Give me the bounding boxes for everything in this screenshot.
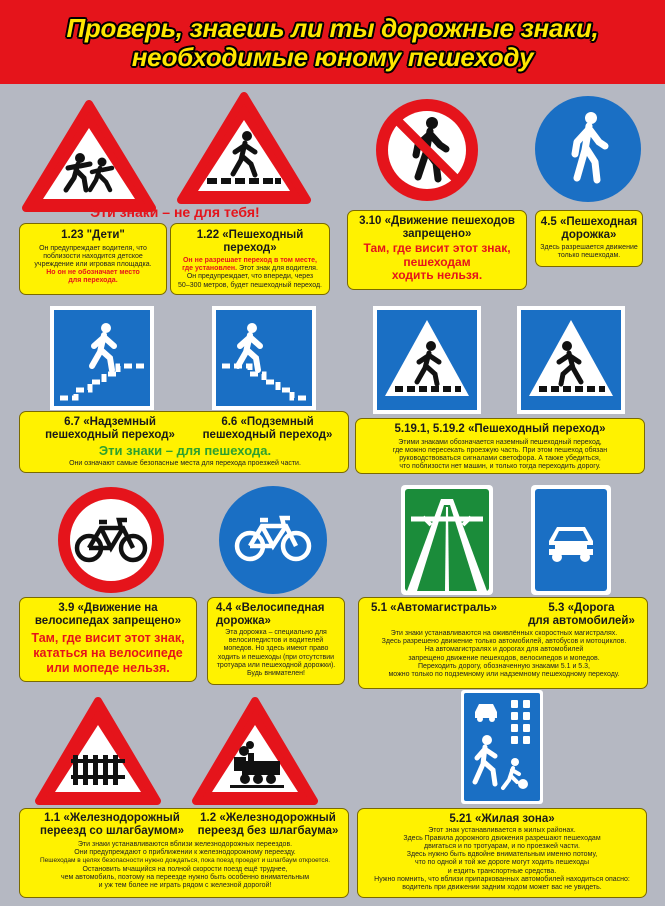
for-pedestrians-banner: Эти знаки – для пешехода. bbox=[98, 443, 272, 458]
bicycle-path-title-1: 4.4 «Велосипедная bbox=[216, 602, 325, 614]
car-road-sign-icon bbox=[531, 485, 611, 595]
living-zone-title: 5.21 «Жилая зона» bbox=[449, 813, 555, 825]
crossing-warning-red-2: где установлен. bbox=[182, 265, 238, 273]
motorway-text-6: можно только по подземному или надземному пешеходному переходу. bbox=[388, 671, 620, 679]
car-road-title bbox=[519, 602, 644, 627]
no-pedestrians-warning-2: пешеходам bbox=[403, 254, 471, 269]
footpath-text-2: только пешеходам. bbox=[557, 252, 621, 260]
pedestrian-crossing-text-1: Этими знаками обозначается наземный пешеходный переход, bbox=[398, 438, 602, 446]
pedestrian-crossing-title: 5.19.1, 5.19.2 «Пешеходный переход» bbox=[394, 423, 606, 435]
no-bicycles-warning-2: кататься на велосипеде bbox=[33, 646, 183, 660]
children-sign-text-2: поблизости находится детское bbox=[43, 252, 143, 260]
crossing-warning-title-1: 1.22 «Пешеходный bbox=[196, 229, 304, 241]
children-sign-card bbox=[19, 223, 167, 295]
no-pedestrians-warning-3: ходить нельзя. bbox=[391, 268, 483, 282]
pedestrian-passages-card bbox=[19, 411, 349, 473]
bicycle-path-text-3: мопедов. Но здесь имеют право bbox=[223, 645, 329, 653]
railway-no-barrier-title-1: 1.2 «Железнодорожный bbox=[200, 812, 336, 824]
no-bicycles-title-1: 3.9 «Движение на bbox=[58, 602, 158, 614]
no-pedestrians-sign-icon bbox=[372, 95, 482, 205]
railway-text-1: Эти знаки устанавливаются вблизи железнодорожных переездов. bbox=[77, 841, 293, 848]
motorway-sign-icon bbox=[401, 485, 493, 595]
crossing-warning-driver-note: Этот знак для водителя. bbox=[237, 265, 318, 273]
motorway-text-1: Эти знаки устанавливаются на оживлённых скоростных магистралях. bbox=[390, 630, 618, 637]
motorway-text-5: Переходить дорогу, обозначенную знаками 5.1 и 5.3, bbox=[418, 662, 590, 670]
footpath-sign-icon bbox=[533, 94, 643, 204]
railway-text-5: чем автомобиль, поэтому на переезде нужно быть особенно внимательным bbox=[60, 873, 310, 881]
crossing-warning-red-1: Он не разрешает переход в том месте, bbox=[182, 257, 317, 264]
title-line-2: необходимые юному пешеходу bbox=[131, 42, 534, 72]
motorway-title: 5.1 «Автомагистраль» bbox=[371, 602, 497, 614]
footpath-text-1: Здесь разрешается движение bbox=[540, 244, 638, 251]
overpass-title bbox=[30, 416, 190, 441]
children-warning-sign-icon bbox=[20, 98, 158, 214]
railway-text bbox=[20, 841, 349, 890]
underpass-title bbox=[190, 416, 345, 441]
page-title bbox=[0, 14, 665, 72]
living-zone-text-4: Здесь нужно быть вдвойне внимательным именно потому, bbox=[406, 851, 598, 859]
railway-barrier-title-2: переезд со шлагбаумом» bbox=[40, 824, 184, 837]
overpass-title-2: пешеходный переход» bbox=[45, 428, 175, 441]
no-pedestrians-title-1: 3.10 «Движение пешеходов bbox=[359, 215, 515, 227]
children-sign-warning-1: Но он не обозначает место bbox=[46, 269, 140, 277]
pedestrian-crossing-text-4: что поблизости нет машин, и только тогда переходить дорогу. bbox=[399, 463, 601, 471]
pedestrian-crossing-text-2: где можно пересекать проезжую часть. При этом пешеход обязан bbox=[392, 446, 608, 454]
motorway-text-2: Здесь разрешено движение только автомобилей, автобусов и мотоциклов. bbox=[381, 638, 627, 646]
underpass-title-1: 6.6 «Подземный bbox=[221, 416, 314, 428]
railway-text-6: и уж тем более не играть рядом с железной дорогой! bbox=[98, 882, 272, 890]
underpass-sign-icon bbox=[212, 306, 316, 410]
children-sign-text-1: Он предупреждает водителя, что bbox=[39, 244, 147, 252]
railway-text-2: Они предупреждают о приближении к железнодорожному переезду. bbox=[74, 849, 296, 857]
railway-no-barrier-title bbox=[188, 812, 348, 837]
crossing-warning-text-2: 50–300 метров, будет пешеходный переход. bbox=[178, 281, 322, 289]
railway-barrier-title bbox=[32, 812, 192, 837]
footpath-card bbox=[535, 210, 643, 267]
no-bicycles-card bbox=[19, 597, 197, 682]
car-road-title-2: для автомобилей» bbox=[528, 614, 635, 627]
pedestrian-crossing-sign-left-icon bbox=[373, 306, 481, 414]
railway-text-4: Остановить мчащийся на полной скорости поезд ещё труднее, bbox=[82, 865, 288, 873]
footpath-title-2: дорожка» bbox=[561, 228, 617, 241]
railway-no-barrier-title-2: переезд без шлагбаума» bbox=[197, 824, 339, 837]
railway-crossing-card bbox=[19, 808, 349, 898]
railway-barrier-title-1: 1.1 «Железнодорожный bbox=[44, 812, 180, 824]
car-road-title-1: 5.3 «Дорога bbox=[548, 602, 615, 614]
safe-places-text: Они означают самые безопасные места для перехода проезжей части. bbox=[69, 460, 301, 467]
footpath-title-1: 4.5 «Пешеходная bbox=[540, 216, 638, 228]
bicycle-path-text-2: велосипедистов и водителей bbox=[228, 637, 324, 645]
bicycle-path-text-1: Эта дорожка – специально для bbox=[225, 629, 327, 636]
no-bicycles-sign-icon bbox=[55, 484, 167, 596]
bicycle-path-text-6: Будь внимателен! bbox=[246, 670, 305, 678]
railway-crossing-no-barrier-sign-icon bbox=[190, 695, 320, 807]
no-pedestrians-warning-1: Там, где висит этот знак, bbox=[363, 241, 511, 255]
pedestrian-crossing-warning-sign-icon bbox=[175, 90, 313, 206]
not-for-you-banner: Эти знаки – не для тебя! bbox=[90, 204, 260, 220]
overpass-sign-icon bbox=[50, 306, 154, 410]
no-bicycles-title-2: велосипедах запрещено» bbox=[34, 614, 182, 627]
living-zone-text-5: что по одной и той же дороге могут ходить пешеходы bbox=[414, 859, 590, 867]
living-zone-text-8: водитель при движении задним ходом может вас не увидеть. bbox=[402, 883, 602, 891]
bicycle-path-sign-icon bbox=[217, 484, 329, 596]
no-pedestrians-title-2: запрещено» bbox=[402, 227, 472, 240]
crossing-warning-title-2: переход» bbox=[223, 241, 277, 254]
living-zone-card bbox=[357, 808, 647, 898]
no-pedestrians-card bbox=[347, 210, 527, 290]
motorway-text-3: На автомагистралях и дорогах для автомобилей bbox=[424, 646, 584, 654]
pedestrian-crossing-text-3: руководствоваться сигналами светофора. А также убедиться, bbox=[399, 454, 601, 462]
pedestrian-crossing-sign-right-icon bbox=[517, 306, 625, 414]
no-bicycles-warning-3: или мопеде нельзя. bbox=[46, 661, 170, 675]
children-sign-text-3: учреждение или игровая площадка. bbox=[34, 260, 152, 268]
motorway-text-4: запрещено движение пешеходов, велосипедов и мопедов. bbox=[408, 654, 600, 662]
motorway-text bbox=[359, 630, 648, 679]
living-zone-text-7: Нужно помнить, что вблизи припаркованных автомобилей находиться опасно: bbox=[374, 875, 630, 883]
pedestrian-crossing-card bbox=[355, 418, 645, 474]
motorway-card bbox=[358, 597, 648, 689]
living-zone-text-6: и ездить транспортные средства. bbox=[447, 867, 557, 875]
living-zone-text-2: Здесь Правила дорожного движения разрешают пешеходам bbox=[403, 834, 601, 842]
title-line-1: Проверь, знаешь ли ты дорожные знаки, bbox=[66, 13, 599, 43]
overpass-title-1: 6.7 «Надземный bbox=[64, 416, 156, 428]
railway-text-3: Пешеходам в целях безопасности нужно дождаться, пока поезд проедет и шлагбаум откроется. bbox=[39, 857, 331, 865]
railway-crossing-barrier-sign-icon bbox=[33, 695, 163, 807]
children-sign-warning-2: для перехода. bbox=[68, 277, 118, 285]
bicycle-path-title-2: дорожка» bbox=[216, 614, 271, 627]
living-zone-text-1: Этот знак устанавливается в жилых районах. bbox=[428, 826, 576, 834]
no-bicycles-warning-1: Там, где висит этот знак, bbox=[31, 631, 185, 645]
crossing-warning-text-1: Он предупреждает, что впереди, через bbox=[186, 273, 314, 281]
children-sign-title: 1.23 "Дети" bbox=[61, 229, 125, 241]
living-zone-text-3: двигаться и по тротуарам, и по проезжей части. bbox=[424, 842, 580, 850]
bicycle-path-text-4: ходить и пешеходы (при отсутствии bbox=[217, 653, 335, 661]
living-zone-sign-icon bbox=[461, 690, 543, 804]
underpass-title-2: пешеходный переход» bbox=[202, 428, 333, 441]
bicycle-path-text-5: тротуара или пешеходной дорожки). bbox=[216, 661, 336, 669]
bicycle-path-card bbox=[207, 597, 345, 685]
crossing-warning-card bbox=[170, 223, 330, 295]
